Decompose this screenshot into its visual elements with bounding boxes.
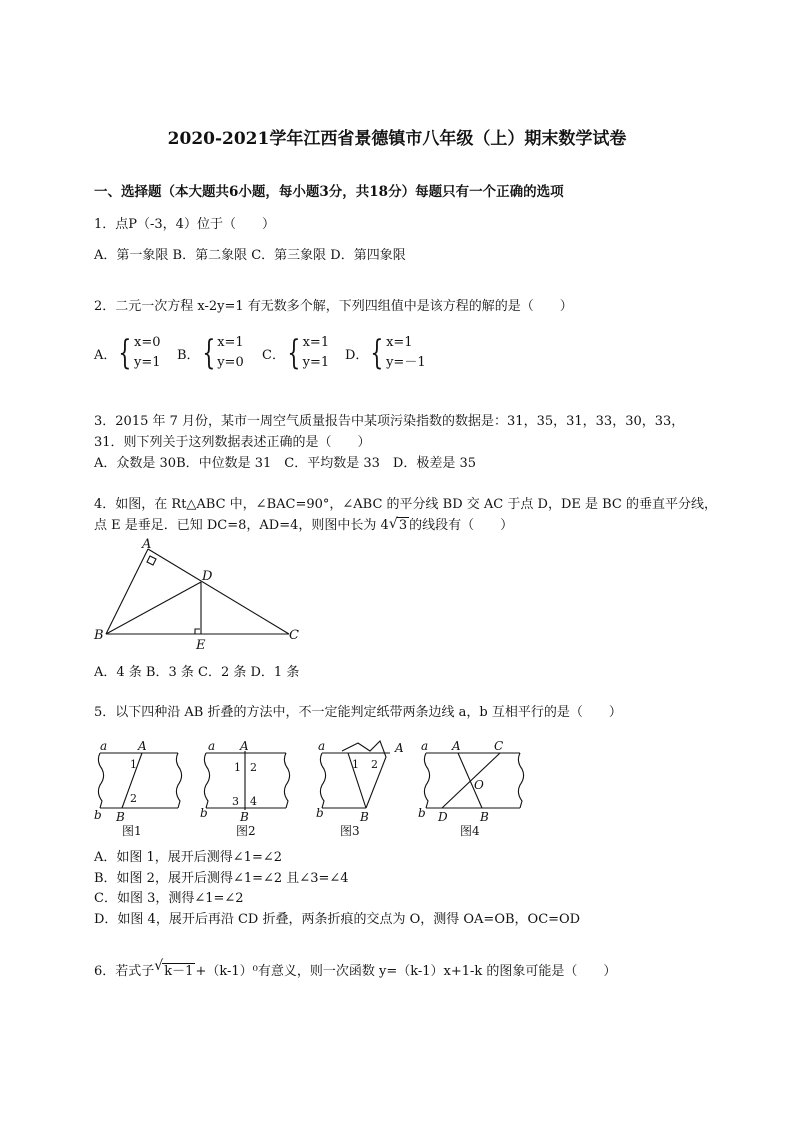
sqrt-expression xyxy=(154,960,195,979)
point-label-a: A xyxy=(395,741,404,755)
angle-label-2: 2 xyxy=(371,758,378,771)
point-label-a: A xyxy=(240,739,249,753)
figure-2 xyxy=(204,751,289,810)
vertex-label-d: D xyxy=(202,569,213,584)
line-bd xyxy=(106,582,201,634)
equation-row: x=0 xyxy=(134,335,161,350)
point-label-c: C xyxy=(494,739,504,753)
edge-label-a: a xyxy=(421,739,429,753)
question-5-option-a: A．如图 1，展开后测得∠1=∠2 xyxy=(94,850,283,865)
edge-label-b: b xyxy=(418,806,426,820)
equation-row: x=1 xyxy=(217,335,244,350)
question-3-line-1: 3．2015 年 7 月份，某市一周空气质量报告中某项污染指数的数据是：31，35，31，33，30，33， xyxy=(94,414,685,429)
question-6-text-pre: 6．若式子 xyxy=(94,964,155,979)
question-3-line-2: 31．则下列关于这列数据表述正确的是（ ） xyxy=(94,435,371,450)
question-5-text: 5．以下四种沿 AB 折叠的方法中，不一定能判定纸带两条边线 a，b 互相平行的是（ ） xyxy=(94,705,622,720)
vertex-label-b: B xyxy=(94,628,104,643)
question-1-options: A．第一象限 B．第二象限 C．第三象限 D．第四象限 xyxy=(94,248,406,263)
question-5-option-c: C．如图 3，测得∠1=∠2 xyxy=(94,891,244,906)
question-6-text xyxy=(94,960,616,979)
question-4-options: A．4 条 B．3 条 C．2 条 D．1 条 xyxy=(94,665,300,680)
point-label-b: B xyxy=(116,810,125,824)
question-5-option-d: D．如图 4，展开后再沿 CD 折叠，两条折痕的交点为 O，测得 OA=OB，OC=OD xyxy=(94,912,581,927)
angle-label-2: 2 xyxy=(130,792,137,805)
angle-label-1: 1 xyxy=(234,761,241,774)
figure-1 xyxy=(98,753,181,808)
question-4-text-pre: 点 E 是垂足．已知 DC=8，AD=4，则图中长为 4 xyxy=(94,518,389,533)
vertex-label-a: A xyxy=(142,537,152,552)
question-2-option-a xyxy=(94,333,161,373)
angle-label-4: 4 xyxy=(250,795,257,808)
brace-icon: { xyxy=(370,333,384,373)
triangle-figure xyxy=(90,535,310,655)
question-4-line-2 xyxy=(94,514,513,533)
right-angle-mark-a xyxy=(147,556,156,565)
figure-3 xyxy=(320,741,390,808)
page-title: 2020-2021学年江西省景德镇市八年级（上）期末数学试卷 xyxy=(167,129,627,149)
question-2-option-c xyxy=(262,333,329,373)
equation-row: y=1 xyxy=(302,355,330,370)
brace-icon: { xyxy=(287,333,301,373)
question-5-option-b: B．如图 2，展开后测得∠1=∠2 且∠3=∠4 xyxy=(94,871,349,886)
line-ab xyxy=(106,549,148,634)
edge-label-b: b xyxy=(200,806,208,820)
point-label-d: D xyxy=(438,810,448,824)
figure-caption: 图1 xyxy=(122,824,142,838)
right-angle-mark-e xyxy=(195,629,200,634)
angle-label-1: 1 xyxy=(352,758,359,771)
question-6-text-post: +（k-1）⁰有意义，则一次函数 y=（k-1）x+1-k 的图象可能是（ ） xyxy=(195,964,617,979)
question-1-text: 1．点P（-3，4）位于（ ） xyxy=(94,217,275,232)
equation-row: y=－1 xyxy=(386,355,426,370)
edge-label-b: b xyxy=(94,808,102,822)
figure-caption: 图4 xyxy=(460,824,480,838)
option-label: B． xyxy=(177,347,200,363)
question-4-line-1: 4．如图，在 Rt△ABC 中，∠BAC=90°，∠ABC 的平分线 BD 交 AC 于点 D，DE 是 BC 的垂直平分线， xyxy=(94,497,717,512)
angle-label-1: 1 xyxy=(130,758,137,771)
question-4-text-post: 的线段有（ ） xyxy=(409,518,514,533)
point-label-o: O xyxy=(474,778,484,792)
radical-icon: √ xyxy=(154,958,164,974)
vertex-label-c: C xyxy=(289,628,299,643)
brace-icon: { xyxy=(118,333,132,373)
brace-icon: { xyxy=(201,333,215,373)
angle-label-3: 3 xyxy=(232,795,239,808)
edge-label-a: a xyxy=(100,739,108,753)
question-2-option-d xyxy=(345,333,426,373)
option-label: D． xyxy=(345,347,369,363)
edge-label-a: a xyxy=(318,739,326,753)
figure-caption: 图2 xyxy=(236,824,256,838)
radicand: 3 xyxy=(398,518,408,533)
option-label: A． xyxy=(94,347,117,363)
edge-label-a: a xyxy=(208,739,216,753)
vertex-label-e: E xyxy=(196,638,206,653)
question-2-text: 2．二元一次方程 x-2y=1 有无数多个解，下列四组值中是该方程的解的是（ ） xyxy=(94,299,573,314)
question-2-option-b xyxy=(177,333,244,373)
radical-icon: √ xyxy=(388,516,398,532)
sqrt-expression xyxy=(389,518,409,533)
fold-figures xyxy=(90,737,530,842)
equation-row: y=1 xyxy=(134,355,161,370)
equation-row: x=1 xyxy=(302,335,330,350)
point-label-b: B xyxy=(480,810,489,824)
edge-label-b: b xyxy=(316,806,324,820)
point-label-a: A xyxy=(452,739,461,753)
question-3-options: A．众数是 30B．中位数是 31 C．平均数是 33 D．极差是 35 xyxy=(94,456,477,471)
section-heading: 一、选择题（本大题共6小题，每小题3分，共18分）每题只有一个正确的选项 xyxy=(94,184,564,200)
line-ac xyxy=(148,549,289,634)
equation-row: y=0 xyxy=(217,355,244,370)
angle-label-2: 2 xyxy=(250,761,257,774)
option-label: C． xyxy=(262,347,285,363)
point-label-b: B xyxy=(240,810,249,824)
point-label-a: A xyxy=(138,739,147,753)
radicand: k－1 xyxy=(164,964,194,979)
equation-row: x=1 xyxy=(386,335,413,350)
figure-caption: 图3 xyxy=(340,824,360,838)
point-label-b: B xyxy=(360,810,369,824)
